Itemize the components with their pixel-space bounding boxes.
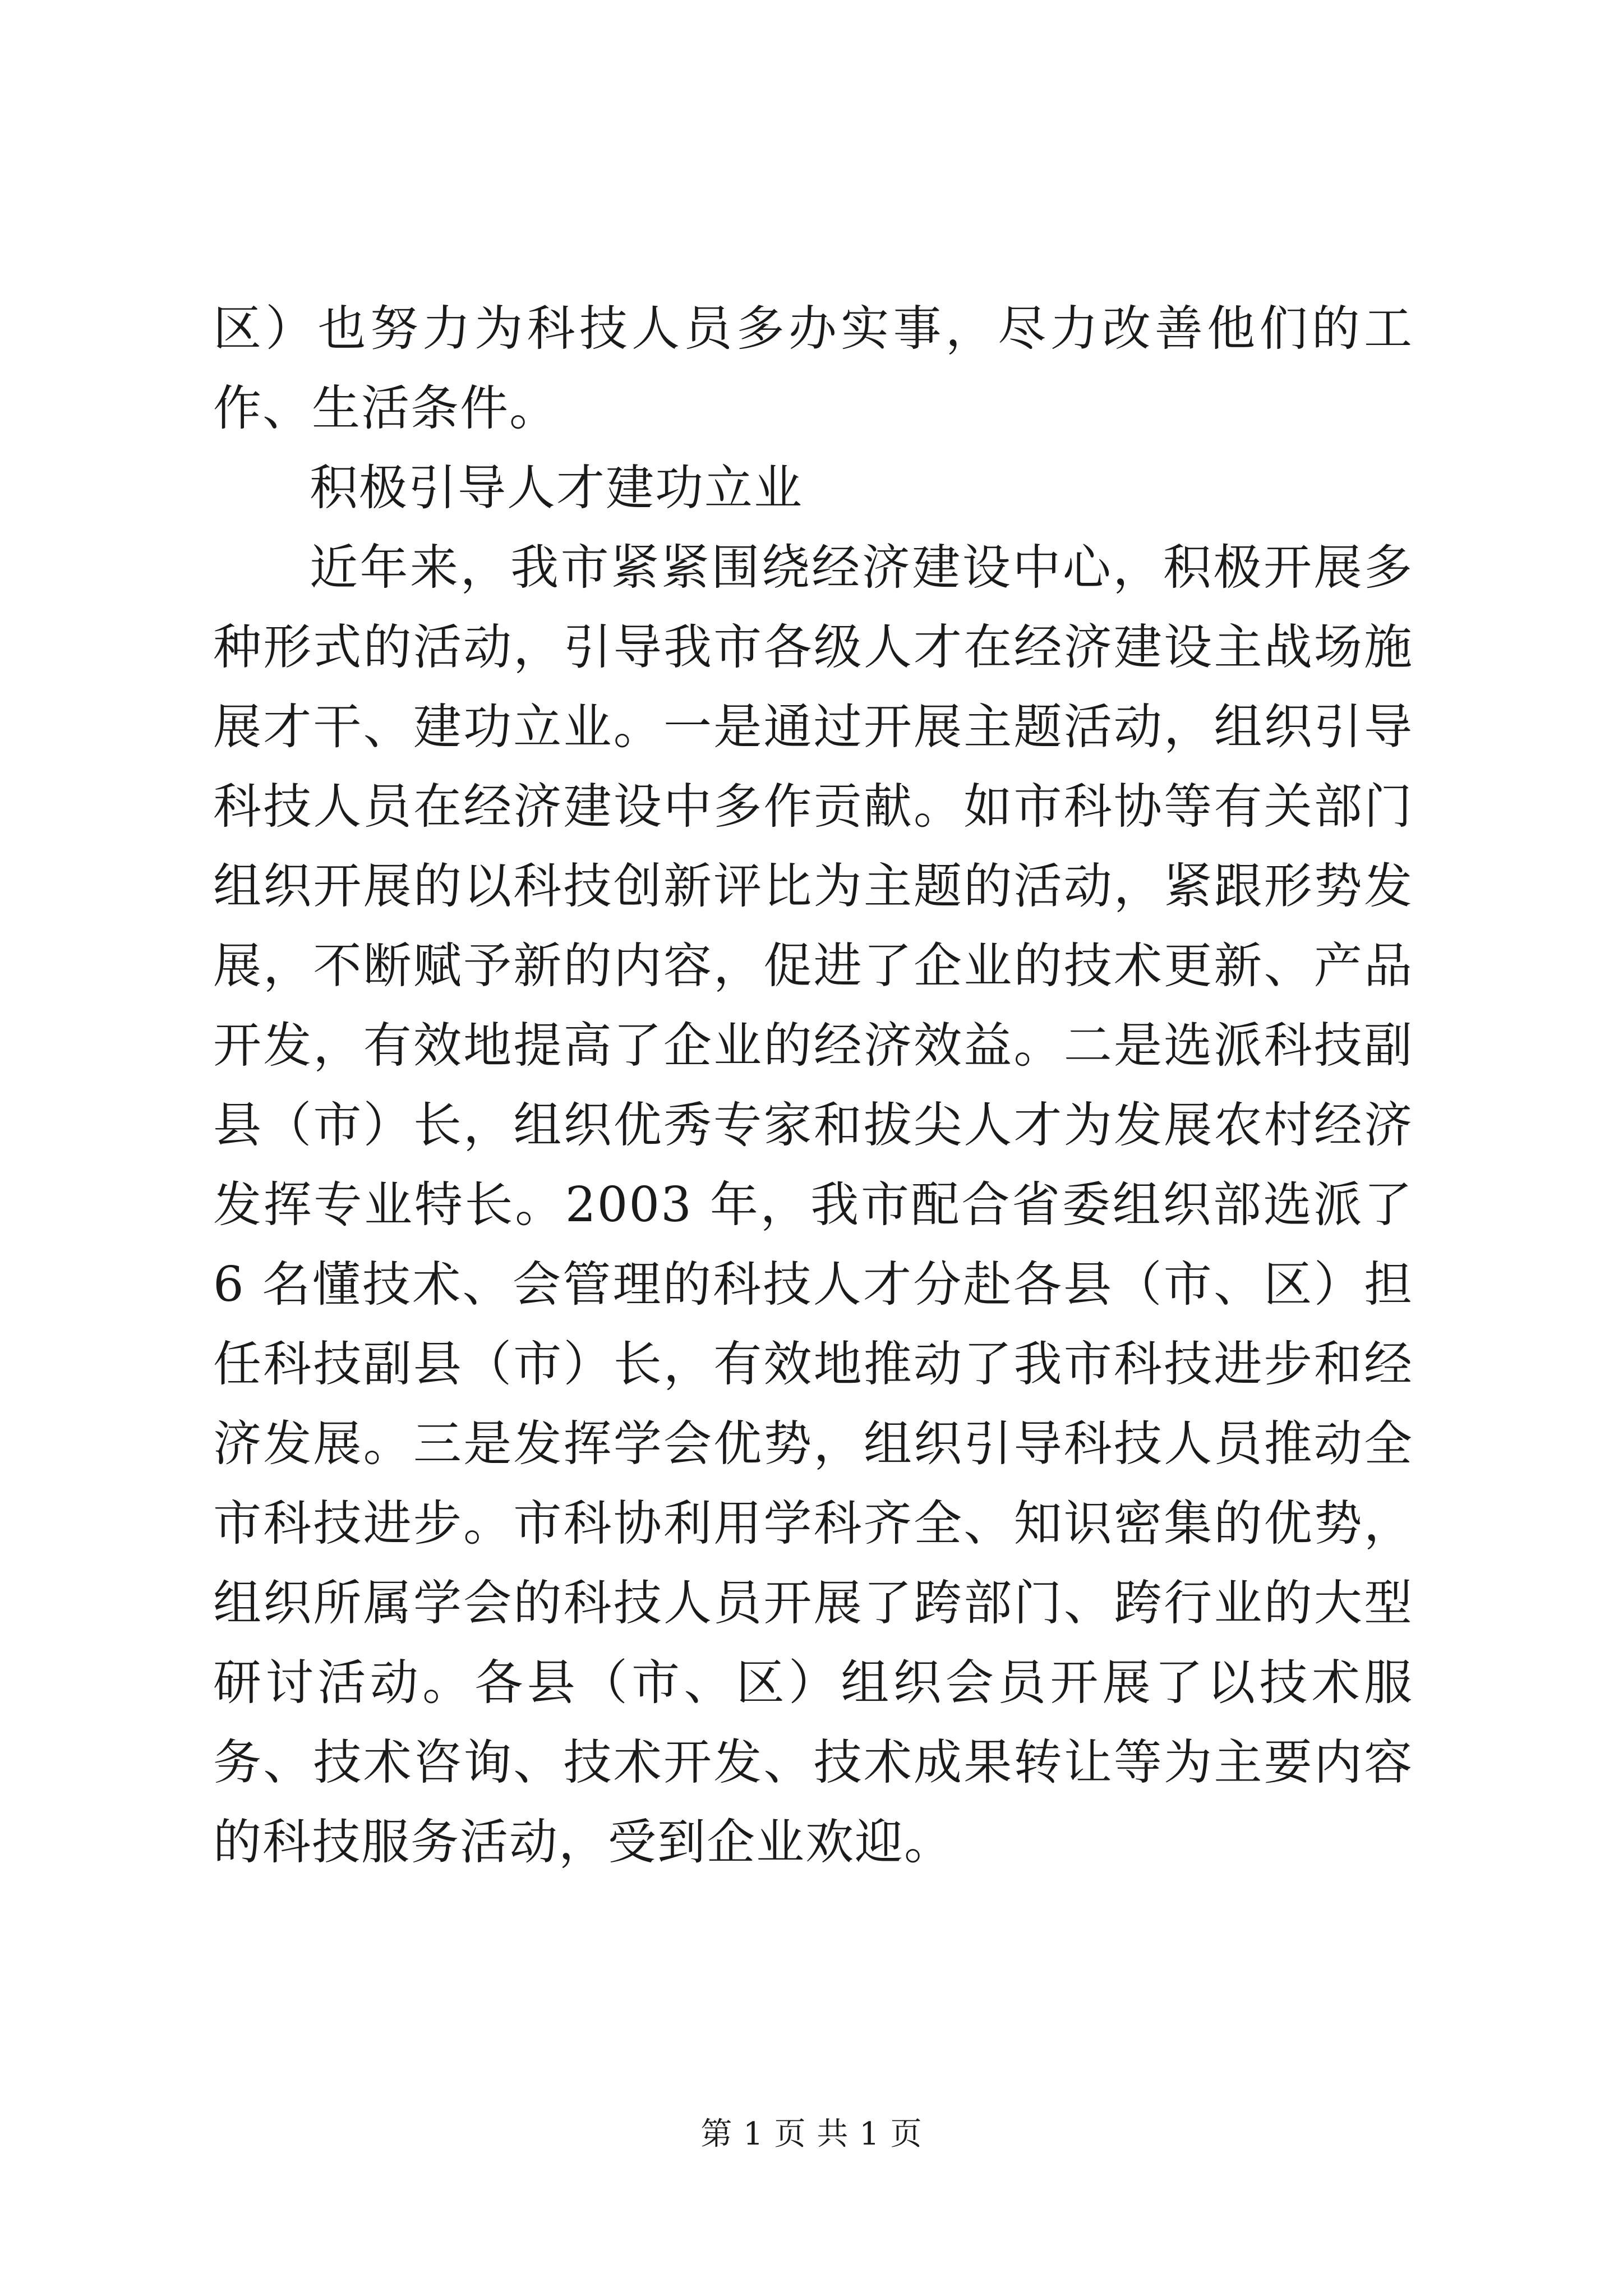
section-heading: 积极引导人才建功立业	[310, 460, 803, 516]
page-footer: 第 1 页 共 1 页	[700, 2116, 923, 2152]
continuation-paragraph: 区）也努力为科技人员多办实事，尽力改善他们的工作、生活条件。	[213, 301, 1413, 436]
body-paragraph: 近年来，我市紧紧围绕经济建设中心，积极开展多种形式的活动，引导我市各级人才在经济建设主战场施展才干、建功立业。一是通过开展主题活动，组织引导科技人员在经济建设中多作贡献。如市科协等有关部门组织开展的以科技创新评比为主题的活动，紧跟形势发展，不断赋予新的内容，促进了企业的技术更新、产品开发，有效地提高了企业的经济效益。二是选派科技副县（市）长，组织优秀专家和拔尖人才为发展农村经济发挥专业特长。2003 年，我市配合省委组织部选派了 6 名懂技术、会管理的科技人才分赴各县（市、区）担任科技副县（市）长，有效地推动了我市科技进步和经济发展。三是发挥学会优势，组织引导科技人员推动全市科技进步。市科协利用学科齐全、知识密集的优势，组织所属学会的科技人员开展了跨部门、跨行业的大型研讨活动。各县（市、区）组织会员开展了以技术服务、技术咨询、技术开发、技术成果转让等为主要内容的科技服务活动，受到企业欢迎。	[213, 540, 1413, 1870]
document-body	[213, 289, 1413, 1882]
